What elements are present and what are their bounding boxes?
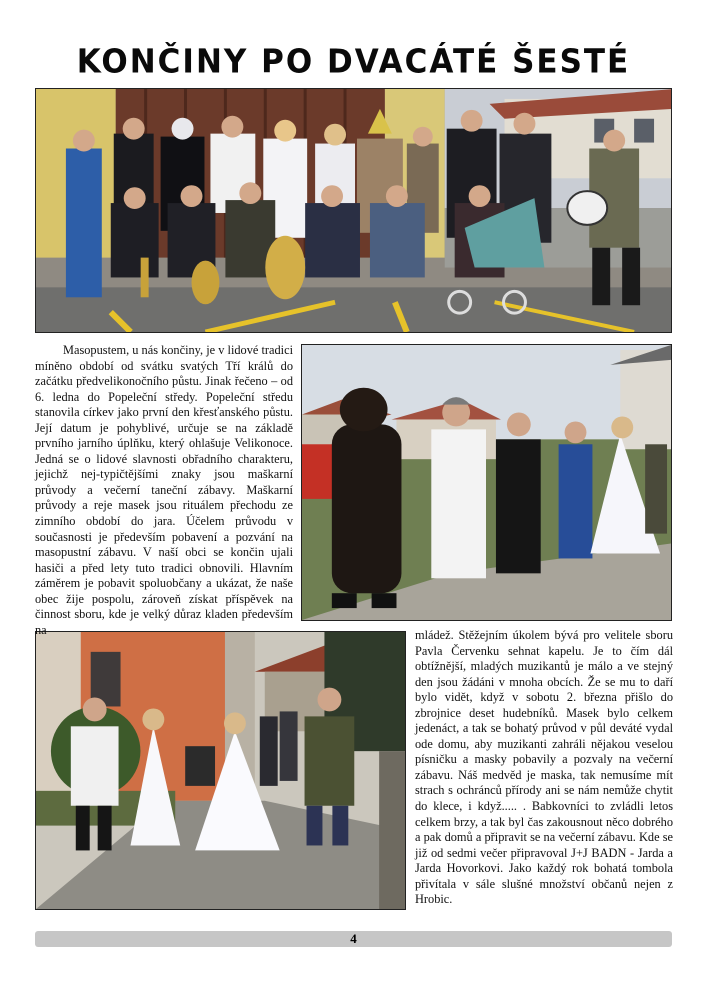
page-number: 4 [350, 931, 357, 946]
article-text-left [35, 343, 293, 638]
street-procession-photo [35, 631, 406, 910]
paragraph-right: mládež. Stěžejním úkolem bývá pro velitele sboru Pavla Červenku sehnat kapelu. Je to čím dál obtížnější, mladých muzikantů je málo a ve stejný den jsou žádáni v mnoha obcích. Že se mu to daří bylo vidět, když v sobotu 2. března přišlo do zbrojnice deset hudebníků. Masek bylo celkem jedenáct, a tak se bohatý průvod v půl deváté vydal ode domu, aby muzikanti zahráli nějakou veselou písničku a masky pobavily a pozvaly na večerní zábavu. Náš medvěd je maska, tak nemusíme mít strach s ochránců přírody ani se nám nemůže chytit do klece, i když..... . Babkovníci to zvládli letos celkem brzy, a tak byl čas zakousnout něco dobrého a pak domů a připravit se na večerní zábavu. Kde se již od sedmi večer připravoval J+J BADN - Jarda a Jarda Hovorkovi. Jako každý rok bohatá tombola přivítala v sále slušné množství občanů nejen z Hrobic. [415, 628, 673, 907]
article-text-right [415, 628, 673, 908]
bear-procession-photo [301, 344, 672, 621]
footer-bar [35, 931, 672, 947]
article-title: KONČINY PO DVACÁTÉ ŠESTÉ [76, 43, 631, 81]
paragraph-left: Masopustem, u nás končiny, je v lidové tradici míněno období od svátku svatých Tří králů do začátku předvelikonočního půstu. Jinak řečeno – od 6. ledna do Popeleční středy. Popeleční středu stanovila církev jako první den křesťanského půstu. Její datum je pohyblivé, určuje se na základě prvního jarního úplňku, který ohlašuje Velikonoce. Jedná se o lidové slavnosti obřadního charakteru, jejichž nej-typičtějšími znaky jsou maškarní průvody a večerní taneční zábavy. Maškarní průvody a reje masek jsou rituálem přechodu ze zimního období do jara. Účelem průvodu v současnosti je především pobavení a pozvání na masopustní zábavu. V naší obci se končin ujali hasiči a před lety tuto tradici obnovili. Hlavním záměrem je pobavit spoluobčany a ukázat, že naše obec žije pospolu, zároveň získat příspěvek na činnost sboru, kde je velký důraz kladen především na [35, 343, 293, 637]
group-photo [35, 88, 672, 333]
